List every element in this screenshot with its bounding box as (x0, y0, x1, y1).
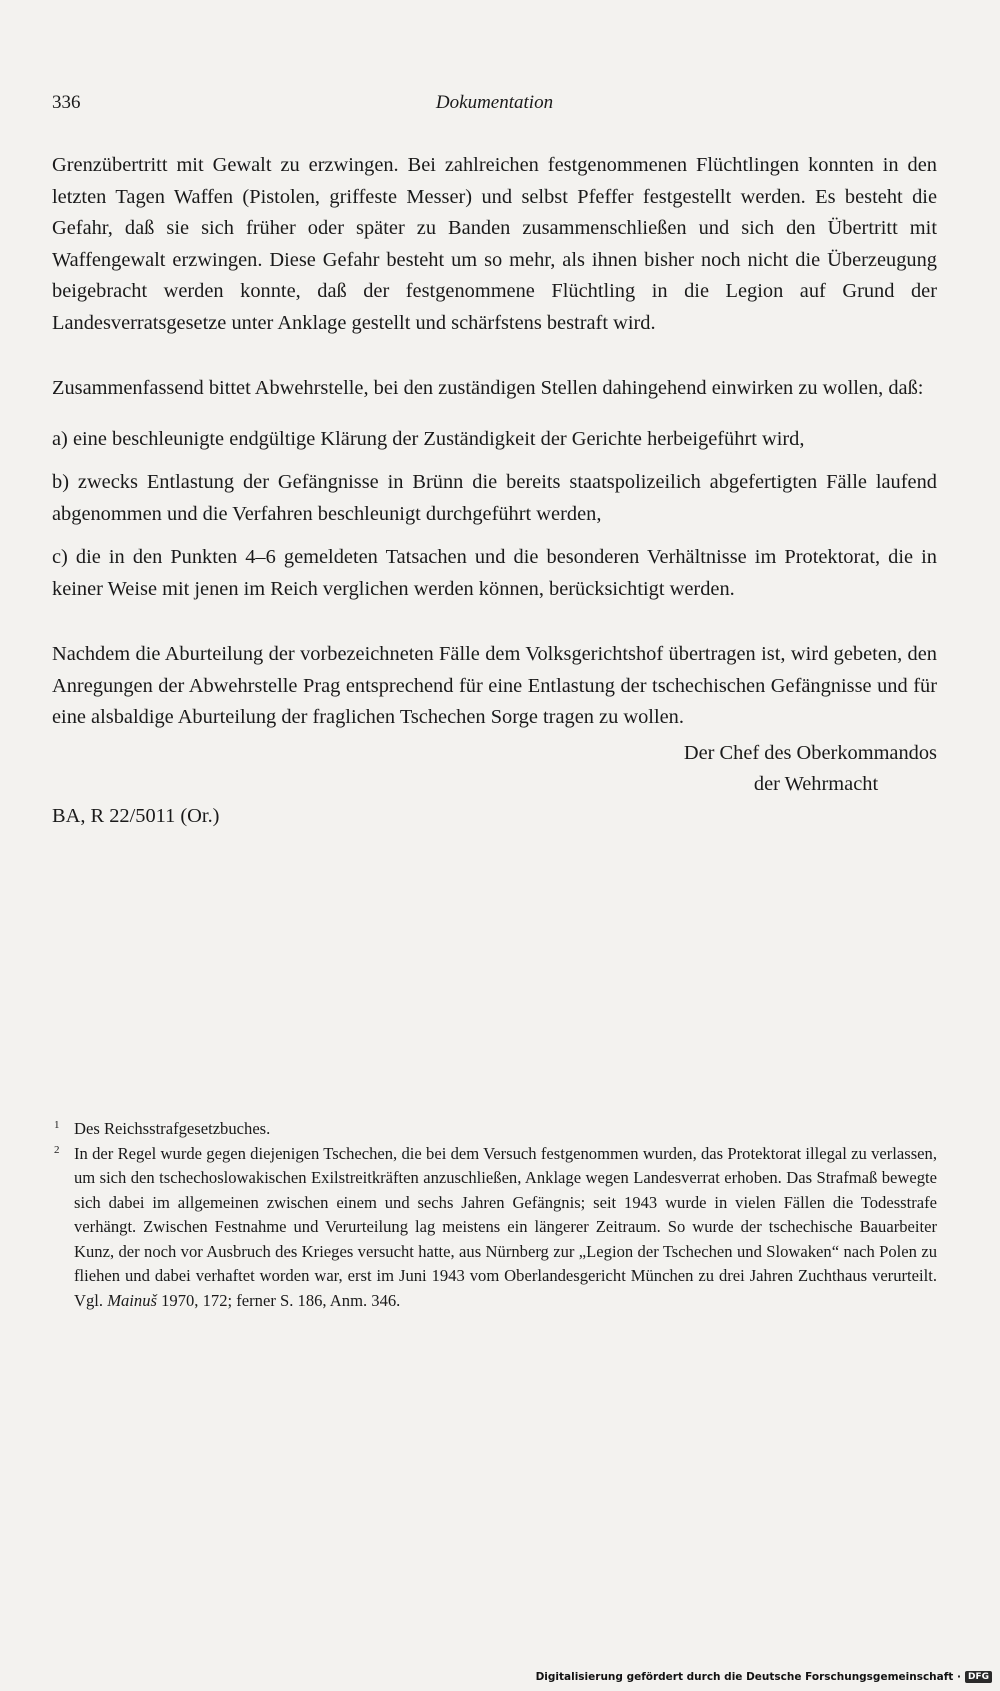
footnote-1 (52, 1117, 937, 1142)
list-item-c: c) die in den Punkten 4–6 gemeldeten Tatsachen und die besonderen Verhältnisse im Protektorat, die in keiner Weise mit jenen im Reich verglichen werden können, berücksichtigt werden. (52, 546, 937, 600)
footnote-text: Des Reichsstrafgesetzbuches. (74, 1119, 271, 1138)
footnote-text-tail: 1970, 172; ferner S. 186, Anm. 346. (156, 1290, 401, 1310)
digitization-credit (536, 1671, 992, 1683)
dfg-logo-icon: DFG (965, 1671, 992, 1683)
signature-block (52, 738, 937, 801)
credit-text: Digitalisierung gefördert durch die Deutsche Forschungsgemeinschaft · (535, 1671, 961, 1683)
paragraph-2: Zusammenfassend bittet Abwehrstelle, bei den zuständigen Stellen dahingehend einwirken zu wollen, daß: (52, 377, 924, 399)
footnote-2 (52, 1142, 937, 1314)
footnotes (52, 1117, 937, 1313)
main-text (52, 150, 937, 832)
signature-line-2: der Wehrmacht (753, 773, 879, 795)
running-title: Dokumentation (435, 92, 554, 113)
paragraph-3: Nachdem die Aburteilung der vorbezeichneten Fälle dem Volksgerichtshof übertragen ist, wird gebeten, den Anregungen der Abwehrstelle Prag entsprechend für eine Entlastung der tschechischen Gefängnisse und für eine alsbaldige Aburteilung der fraglichen Tschechen Sorge tragen zu wollen. (52, 643, 937, 728)
footnote-text: In der Regel wurde gegen diejenigen Tschechen, die bei dem Versuch festgenommen wurden, das Protektorat illegal zu verlassen, um sich den tschechoslowakischen Exilstreitkräften anzuschließen, Anklage wegen Landesverrat erhoben. Das Strafmaß bewegte sich dabei im allgemeinen zwischen einem und sechs Jahren Gefängnis; seit 1943 wurde in vielen Fällen die Todesstrafe verhängt. Zwischen Festnahme und Verurteilung lag meistens ein längerer Zeitraum. So wurde der tschechische Bauarbeiter Kunz, der noch vor Ausbruch des Krieges versucht hatte, aus Nürnberg zur „Legion der Tschechen und Slowaken“ nach Polen zu fliehen und dabei verhaftet worden war, erst im Juni 1943 vom Oberlandesgericht München zu drei Jahren Zuchthaus verurteilt. Vgl. (74, 1143, 937, 1310)
source-citation: BA, R 22/5011 (Or.) (52, 804, 220, 827)
footnote-author-italic: Mainuš (107, 1290, 157, 1310)
list-item-a: a) eine beschleunigte endgültige Klärung der Zuständigkeit der Gerichte herbeigeführt wird, (52, 427, 805, 450)
footnote-mark: 1 (54, 1119, 60, 1131)
page-header (52, 92, 937, 122)
paragraph-1: Grenzübertritt mit Gewalt zu erzwingen. Bei zahlreichen festgenommenen Flüchtlingen konnten in den letzten Tagen Waffen (Pistolen, griffeste Messer) und selbst Pfeffer festgestellt werden. Es besteht die Gefahr, daß sie sich früher oder später zu Banden zusammenschließen und sich den Übertritt mit Waffengewalt erzwingen. Diese Gefahr besteht um so mehr, als ihnen bisher noch nicht die Überzeugung beigebracht werden konnte, daß der festgenommene Flüchtling in die Legion auf Grund der Landesverratsgesetze unter Anklage gestellt und schärfstens bestraft wird. (52, 154, 937, 334)
signature-line-1: Der Chef des Oberkommandos (683, 741, 937, 764)
footnote-mark: 2 (54, 1143, 60, 1156)
page-number: 336 (52, 92, 81, 113)
list-item-b: b) zwecks Entlastung der Gefängnisse in Brünn die bereits staatspolizeilich abgefertigten Fälle laufend abgenommen und die Verfahren beschleunigt durchgeführt werden, (52, 471, 937, 525)
